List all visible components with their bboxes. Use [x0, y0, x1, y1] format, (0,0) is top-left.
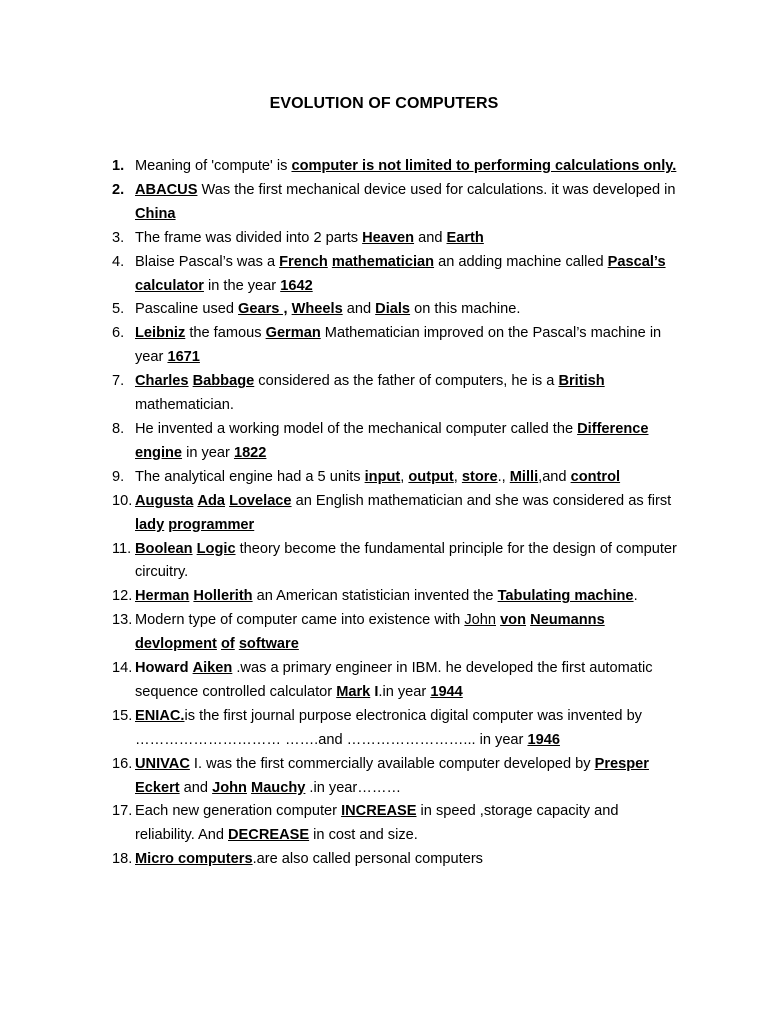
list-item-text: the famous — [185, 325, 266, 342]
list-item-text: He invented a working model of the mechanical computer called the — [135, 420, 578, 437]
list-item-keyword: devlopment — [135, 636, 217, 653]
list-item-text: Pascaline used — [135, 301, 239, 318]
list-item-keyword: Pascal’s — [607, 253, 666, 270]
list-item-keyword: computer is not limited to performing calculations only. — [291, 158, 677, 174]
list-item-keyword: Lovelace — [229, 492, 292, 509]
list-item-text: The analytical engine had a 5 units — [135, 468, 365, 485]
list-item-keyword: 1944 — [430, 683, 463, 700]
list-item — [0, 322, 680, 370]
list-item-text: and — [414, 229, 447, 246]
list-item-keyword: German — [265, 325, 321, 342]
list-item-keyword: software — [238, 636, 299, 653]
list-item — [0, 466, 680, 490]
list-item-number: 14. — [112, 660, 133, 677]
list-item-text: , — [400, 468, 409, 485]
list-item-keyword: DECREASE — [228, 827, 310, 844]
list-item-keyword: Ada — [197, 492, 226, 509]
list-item-keyword: French — [279, 253, 328, 270]
list-item-text: ., — [497, 468, 510, 485]
list-item-text: .was a primary engineer in IBM. he developed the first automatic sequence controlled calculator — [135, 660, 653, 700]
list-item-keyword: store — [461, 468, 498, 485]
list-item-keyword: Eckert — [135, 779, 180, 796]
list-item-number: 2. — [112, 181, 125, 198]
list-item-text: in cost and size. — [309, 827, 418, 844]
list-item-keyword: Hollerith — [193, 588, 253, 605]
list-item — [0, 155, 680, 179]
list-item-keyword: Augusta — [135, 492, 194, 509]
list-item-number: 4. — [112, 253, 125, 270]
list-item-keyword: Boolean — [135, 540, 193, 557]
list-item — [0, 609, 680, 657]
list-item-keyword: input — [364, 468, 401, 485]
list-item-keyword: John — [212, 779, 247, 796]
list-item-keyword: British — [558, 373, 605, 390]
list-item-number: 6. — [112, 325, 125, 342]
list-item-text: in speed ,storage capacity and reliability. And — [135, 803, 619, 844]
list-item-text: is the first journal purpose electronica digital computer was invented by ………………………… …….and ……………………... in year — [135, 707, 642, 748]
list-item — [0, 251, 680, 299]
list-item-text: theory become the fundamental principle for the design of computer circuitry. — [135, 540, 677, 581]
list-item-text: I. was the first commercially available computer developed by — [189, 755, 595, 772]
list-item-keyword: Presper — [594, 755, 649, 772]
list-item — [0, 179, 680, 227]
list-item-number: 16. — [112, 755, 133, 772]
list-item — [0, 705, 680, 753]
list-item-text: mathematician. — [135, 397, 234, 414]
list-item-keyword: I — [374, 683, 379, 700]
list-item-text: .in year……… — [305, 779, 402, 796]
list-item-keyword: Earth — [446, 229, 484, 246]
list-item-keyword: John — [464, 612, 496, 629]
list-item-text: Modern type of computer came into existence with — [135, 612, 465, 629]
list-item-text: an adding machine called — [434, 253, 608, 270]
list-item-keyword: Dials — [375, 301, 411, 318]
list-item-keyword: ENIAC. — [135, 707, 185, 724]
list-item-text: .are also called personal computers — [252, 851, 483, 868]
list-item-number: 7. — [112, 373, 125, 390]
list-item-keyword: 1642 — [280, 277, 313, 294]
list-item-text: .in year — [378, 683, 431, 700]
list-item-number: 17. — [112, 803, 133, 820]
list-item-text: an American statistician invented the — [252, 588, 498, 605]
list-item-text: an English mathematician and she was considered as first — [291, 492, 672, 509]
list-item-keyword: Herman — [135, 588, 190, 605]
list-item-keyword: Gears , — [238, 301, 288, 318]
list-item-number: 1. — [112, 158, 125, 174]
list-item-text: and — [342, 301, 376, 318]
list-item-keyword: output — [408, 468, 454, 485]
list-item-text: Meaning of 'compute' is — [135, 158, 292, 174]
list-item-number: 11. — [112, 540, 132, 557]
list-item-keyword: Micro computers — [135, 851, 253, 868]
list-item-keyword: Babbage — [192, 373, 255, 390]
list-item-number: 9. — [112, 468, 125, 485]
list-item-text: on this machine. — [410, 301, 521, 318]
list-item-text: and — [179, 779, 213, 796]
list-item-number: 5. — [112, 301, 125, 318]
list-item-keyword: mathematician — [331, 253, 435, 270]
list-item-keyword: 1671 — [167, 349, 200, 366]
list-item-text: ,and — [538, 468, 571, 485]
list-item-number: 18. — [112, 851, 133, 868]
list-item — [0, 370, 680, 418]
list-item-keyword: Neumanns — [530, 612, 605, 629]
list-item — [0, 585, 680, 609]
list-item-keyword: ABACUS — [135, 181, 198, 198]
list-item-text: , — [453, 468, 462, 485]
list-item-text: considered as the father of computers, he is a — [254, 373, 559, 390]
list-item-text: Each new generation computer — [135, 803, 342, 820]
page-title: EVOLUTION OF COMPUTERS — [269, 95, 499, 112]
list-item-text: Blaise Pascal’s was a — [135, 253, 280, 270]
list-item-keyword: 1822 — [233, 444, 267, 461]
list-item-keyword: Wheels — [291, 301, 343, 318]
list-item-text: The frame was divided into 2 parts — [135, 229, 363, 246]
list-item — [0, 538, 680, 586]
list-item-text: in year — [182, 444, 234, 461]
list-item-keyword: programmer — [168, 516, 255, 533]
list-item-keyword: Leibniz — [135, 325, 186, 342]
list-item-keyword: UNIVAC — [135, 755, 190, 772]
list-item-number: 13. — [112, 612, 133, 629]
list-item-text: in the year — [203, 277, 281, 294]
list-item-keyword: Heaven — [362, 229, 415, 246]
list-item-keyword: INCREASE — [341, 803, 417, 820]
list-item-keyword: Howard — [135, 660, 189, 677]
list-item-number: 10. — [112, 492, 133, 509]
list-item-keyword: Aiken — [192, 660, 233, 677]
list-item-keyword: lady — [135, 516, 165, 533]
list-item-keyword: von — [500, 612, 527, 629]
list-item-keyword: Tabulating machine — [497, 588, 634, 605]
list-item-number: 3. — [112, 229, 125, 246]
list-item-text: Mathematician improved on the Pascal’s machine in year — [135, 325, 662, 366]
list-item — [0, 848, 680, 872]
list-item-number: 12. — [112, 588, 133, 605]
list-item — [0, 418, 680, 466]
list-item-keyword: 1946 — [527, 731, 560, 748]
list-item — [0, 298, 680, 322]
list-item — [0, 800, 680, 848]
list-item-number: 15. — [112, 707, 133, 724]
list-item-keyword: Mauchy — [251, 779, 306, 796]
list-item-keyword: China — [135, 205, 176, 222]
list-item-keyword: Milli — [509, 468, 539, 485]
list-item-keyword: Difference — [577, 420, 649, 437]
list-item — [0, 490, 680, 538]
list-item-keyword: of — [220, 636, 235, 653]
list-item — [0, 753, 680, 801]
list-item-keyword: Charles — [135, 373, 189, 390]
list-item-keyword: engine — [135, 444, 183, 461]
list-item — [0, 227, 680, 251]
list-item-text: Was the first mechanical device used for calculations. it was developed in — [197, 181, 676, 198]
list-item-keyword: Logic — [196, 540, 236, 557]
list-item-keyword: control — [570, 468, 621, 485]
list-item-keyword: Mark — [336, 683, 371, 700]
numbered-list — [0, 155, 768, 872]
list-item-keyword: calculator — [135, 277, 204, 294]
list-item — [0, 657, 680, 705]
list-item-text: . — [633, 588, 638, 605]
list-item-number: 8. — [112, 420, 125, 437]
